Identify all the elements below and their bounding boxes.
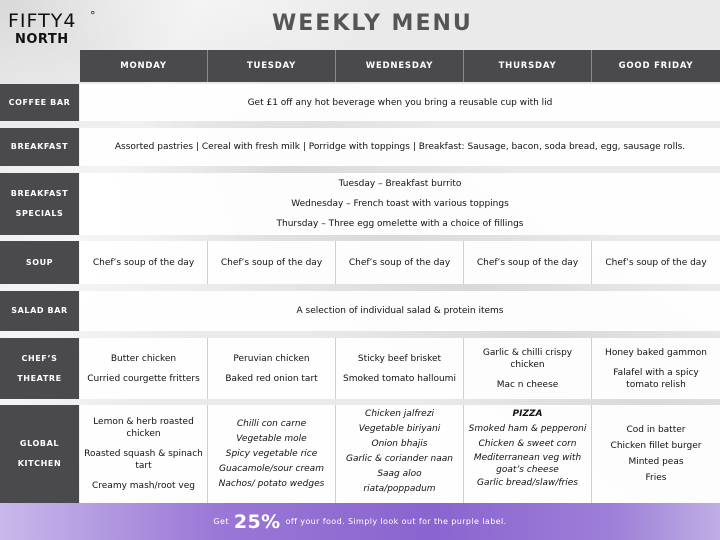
menu-item: Chicken & sweet corn — [478, 439, 577, 449]
menu-item: riata/poppadum — [363, 484, 436, 494]
global-kitchen-tuesday — [208, 405, 336, 503]
breakfast-special-wednesday: Wednesday – French toast with various toppings — [291, 199, 509, 209]
global-kitchen-wednesday — [336, 405, 464, 503]
menu-item: Onion bhajis — [371, 439, 428, 449]
menu-item: Garlic bread/slaw/fries — [477, 478, 578, 488]
chefs-theatre-label-line1: CHEF’S — [21, 353, 58, 363]
menu-item: Smoked tomato halloumi — [343, 373, 456, 384]
logo-degree-symbol: ° — [90, 9, 96, 22]
menu-item: Fries — [645, 473, 667, 483]
discount-banner — [0, 503, 720, 540]
soup-monday — [80, 241, 208, 284]
chefs-theatre-wednesday — [336, 338, 464, 399]
menu-item: Vegetable biriyani — [358, 424, 441, 434]
salad-bar-text: A selection of individual salad & protein items — [296, 306, 504, 316]
menu-item: Guacamole/sour cream — [219, 463, 324, 474]
menu-item: Chicken fillet burger — [610, 441, 702, 451]
menu-item: Cod in batter — [626, 425, 686, 435]
soup-tuesday-text: Chef’s soup of the day — [220, 257, 323, 268]
menu-item: Mediterranean veg with goat’s cheese — [473, 453, 582, 475]
menu-item: Falafel with a spicy tomato relish — [613, 367, 699, 390]
menu-item: Butter chicken — [110, 353, 177, 364]
day-header-thursday: THURSDAY — [464, 50, 592, 82]
soup-friday — [592, 241, 720, 284]
pizza-heading: PIZZA — [512, 409, 543, 419]
breakfast-cell — [80, 128, 720, 166]
salad-bar-cell — [80, 291, 720, 331]
menu-item: Sticky beef brisket — [357, 353, 442, 364]
breakfast-special-tuesday: Tuesday – Breakfast burrito — [338, 179, 462, 189]
discount-suffix: off your food. Simply look out for the purple label. — [285, 517, 507, 526]
discount-prefix: Get — [213, 517, 229, 526]
page-title: WEEKLY MENU — [272, 11, 473, 36]
chefs-theatre-label-line2: THEATRE — [17, 373, 62, 383]
chefs-theatre-tuesday — [208, 338, 336, 399]
menu-item: Garlic & chilli crispy chicken — [482, 347, 573, 370]
chefs-theatre-thursday — [464, 338, 592, 399]
menu-item: Curried courgette fritters — [87, 373, 200, 384]
day-header-tuesday: TUESDAY — [208, 50, 336, 82]
brand-logo — [8, 10, 98, 50]
global-kitchen-monday — [80, 405, 208, 503]
menu-item: Nachos/ potato wedges — [218, 478, 325, 489]
menu-item: Chicken jalfrezi — [365, 409, 434, 419]
row-label-chefs-theatre — [0, 338, 79, 399]
menu-item: Vegetable mole — [236, 433, 307, 444]
breakfast-text: Assorted pastries | Cereal with fresh milk | Porridge with toppings | Breakfast: Sausage, bacon, soda bread, egg, sausage rolls. — [114, 142, 686, 152]
chefs-theatre-monday — [80, 338, 208, 399]
soup-wednesday — [336, 241, 464, 284]
logo-subtitle: NORTH — [15, 32, 69, 47]
chefs-theatre-friday — [592, 338, 720, 399]
day-header-good-friday: GOOD FRIDAY — [592, 50, 720, 82]
menu-item: Creamy mash/root veg — [92, 481, 195, 491]
menu-item: Peruvian chicken — [233, 353, 310, 364]
breakfast-specials-cell — [80, 173, 720, 235]
row-label-breakfast-specials — [0, 173, 79, 235]
row-label-salad-bar: SALAD BAR — [0, 291, 79, 331]
coffee-bar-text: Get £1 off any hot beverage when you bring a reusable cup with lid — [247, 97, 553, 108]
menu-item: Minted peas — [628, 457, 684, 467]
soup-tuesday — [208, 241, 336, 284]
menu-item: Smoked ham & pepperoni — [468, 424, 587, 434]
menu-item: Lemon & herb roasted chicken — [93, 417, 194, 439]
menu-item: Spicy vegetable rice — [225, 448, 318, 459]
menu-item: Garlic & coriander naan — [345, 454, 453, 464]
menu-item: Roasted squash & spinach tart — [84, 449, 203, 471]
breakfast-specials-label-line1: BREAKFAST — [10, 189, 69, 198]
discount-percent: 25% — [233, 510, 281, 533]
soup-thursday — [464, 241, 592, 284]
menu-item: Mac n cheese — [496, 379, 559, 390]
menu-item: Baked red onion tart — [225, 373, 318, 384]
row-label-soup: SOUP — [0, 241, 79, 284]
breakfast-specials-label-line2: SPECIALS — [15, 209, 64, 218]
menu-item: Saag aloo — [377, 469, 422, 479]
day-header-monday: MONDAY — [80, 50, 208, 82]
soup-monday-text: Chef’s soup of the day — [92, 257, 195, 268]
logo-text: FIFTY4 — [8, 10, 77, 32]
menu-item: Honey baked gammon — [605, 347, 707, 358]
global-kitchen-thursday — [464, 405, 592, 503]
menu-item: Chilli con carne — [236, 418, 307, 429]
soup-friday-text: Chef’s soup of the day — [605, 257, 707, 268]
soup-thursday-text: Chef’s soup of the day — [476, 257, 579, 268]
row-label-breakfast: BREAKFAST — [0, 128, 79, 166]
day-header-wednesday: WEDNESDAY — [336, 50, 464, 82]
breakfast-special-thursday: Thursday – Three egg omelette with a choice of fillings — [276, 219, 524, 229]
global-kitchen-label-line2: KITCHEN — [17, 459, 62, 468]
global-kitchen-label-line1: GLOBAL — [19, 439, 60, 448]
global-kitchen-friday — [592, 405, 720, 503]
row-label-global-kitchen — [0, 405, 79, 503]
coffee-bar-cell — [80, 84, 720, 121]
soup-wednesday-text: Chef’s soup of the day — [348, 257, 451, 268]
row-label-coffee-bar: COFFEE BAR — [0, 84, 79, 121]
